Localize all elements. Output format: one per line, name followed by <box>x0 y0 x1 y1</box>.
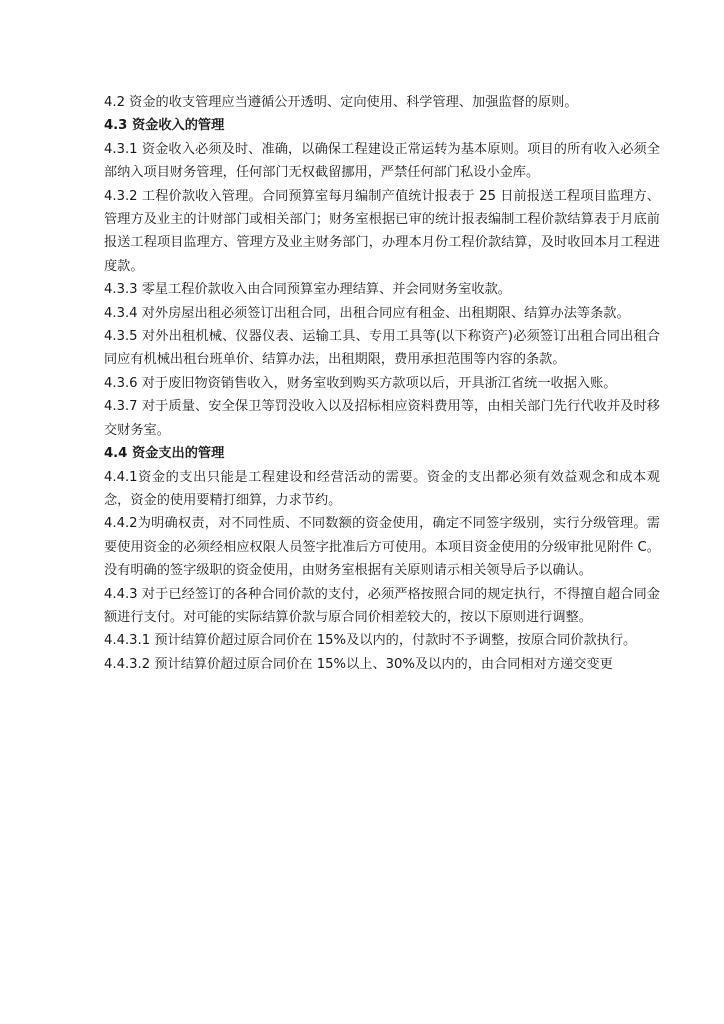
section-heading-4-4: 4.4 资金支出的管理 <box>104 446 225 462</box>
paragraph-4-3-2: 4.3.2 工程价款收入管理。合同预算室每月编制产值统计报表于 25 日前报送工程项目监理方、管理方及业主的计财部门或相关部门；财务室根据已审的统计报表编制工程价款结算表于月底前报送工程项目监理方、管理方及业主财务部门，办理本月份工程价款结算，及时收回本月工程进度款。 <box>104 188 660 274</box>
paragraph-4-2: 4.2 资金的收支管理应当遵循公开透明、定向使用、科学管理、加强监督的原则。 <box>104 95 578 110</box>
paragraph-4-3-5: 4.3.5 对外出租机械、仪器仪表、运输工具、专用工具等(以下称资产)必须签订出租合同出租合同应有机械出租台班单价、结算办法，出租期限，费用承担范围等内容的条款。 <box>104 329 660 368</box>
paragraph-4-3-7: 4.3.7 对于质量、安全保卫等罚没收入以及招标相应资料费用等，由相关部门先行代收并及时移交财务室。 <box>104 399 660 438</box>
paragraph-4-4-2: 4.4.2为明确权责，对不同性质、不同数额的资金使用，确定不同签字级别，实行分级管理。需要使用资金的必须经相应权限人员签字批准后方可使用。本项目资金使用的分级审批见附件 C。没有明确的签字级职的资金使用，由财务室根据有关原则请示相关领导后予以确认。 <box>104 516 660 579</box>
paragraph-4-3-4: 4.3.4 对外房屋出租必须签订出租合同，出租合同应有租金、出租期限、结算办法等条款。 <box>104 305 630 321</box>
paragraph-4-4-3: 4.4.3 对于已经签订的各种合同价款的支付，必须严格按照合同的规定执行，不得擅自超合同金额进行支付。对可能的实际结算价款与原合同价相差较大的，按以下原则进行调整。 <box>104 586 660 625</box>
paragraph-4-4-1: 4.4.1资金的支出只能是工程建设和经营活动的需要。资金的支出都必须有效益观念和成本观念，资金的使用要精打细算，力求节约。 <box>104 469 660 508</box>
section-heading-4-3: 4.3 资金收入的管理 <box>104 118 225 134</box>
paragraph-4-4-3-1: 4.4.3.1 预计结算价超过原合同价在 15%及以内的，付款时不予调整，按原合同价款执行。 <box>104 633 637 649</box>
paragraph-4-3-1: 4.3.1 资金收入必须及时、准确，以确保工程建设正常运转为基本原则。项目的所有收入必须全部纳入项目财务管理，任何部门无权截留挪用，严禁任何部门私设小金库。 <box>104 141 660 181</box>
document-body <box>104 91 660 676</box>
paragraph-4-3-6: 4.3.6 对于废旧物资销售收入，财务室收到购买方款项以后，开具浙江省统一收据入账。 <box>104 375 617 391</box>
paragraph-4-3-3: 4.3.3 零星工程价款收入由合同预算室办理结算、并会同财务室收款。 <box>104 282 511 298</box>
paragraph-4-4-3-2: 4.4.3.2 预计结算价超过原合同价在 15%以上、30%及以内的，由合同相对方递交变更 <box>104 656 613 672</box>
